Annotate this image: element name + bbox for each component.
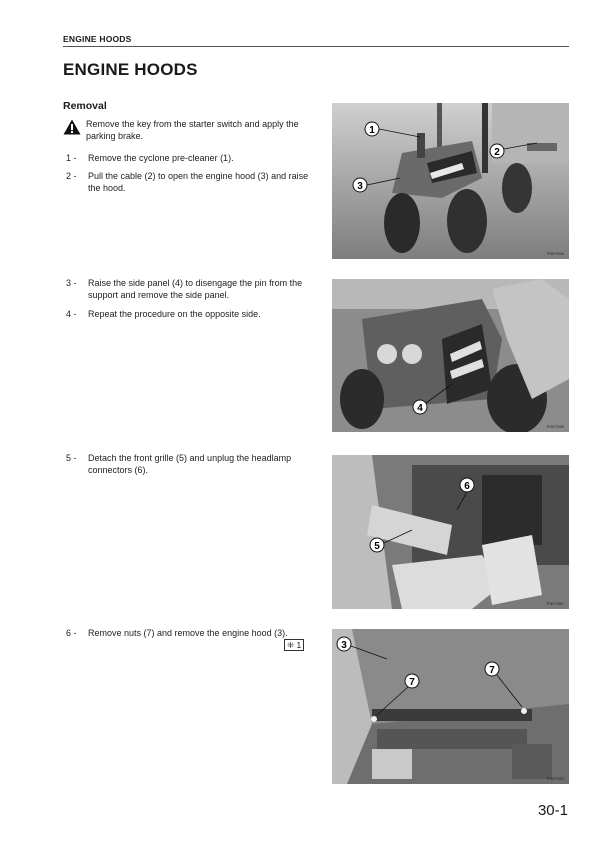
header-rule [63, 46, 569, 47]
reference-label: 1 [296, 640, 302, 650]
step-number: 1 - [66, 153, 77, 163]
step-number: 5 - [66, 453, 77, 463]
running-header: ENGINE HOODS [63, 34, 132, 44]
photo-callout: 2 [494, 147, 500, 158]
step-number: 6 - [66, 628, 77, 638]
photo-callout: 4 [417, 403, 423, 414]
step-text: Repeat the procedure on the opposite side. [88, 309, 261, 319]
step-number: 4 - [66, 309, 77, 319]
step-text: Remove the cyclone pre-cleaner (1). [88, 153, 234, 163]
photo-callout: 3 [357, 181, 363, 192]
photo-tractor-front [332, 103, 569, 259]
page-title: ENGINE HOODS [63, 60, 198, 79]
photo-front-grille [332, 455, 569, 609]
step-text: Raise the side panel (4) to disengage the pin from the support and remove the side panel. [88, 278, 303, 300]
step-number: 3 - [66, 278, 77, 288]
step-number: 2 - [66, 171, 77, 181]
step-text: Detach the front grille (5) and unplug the headlamp connectors (6). [88, 453, 292, 475]
warning-icon [63, 119, 81, 135]
photo-callout: 7 [409, 677, 415, 688]
photo-code: P30TS0B [546, 424, 564, 429]
step-text: Pull the cable (2) to open the engine hood (3) and raise the hood. [88, 171, 309, 193]
photo-callout: 7 [489, 665, 495, 676]
photo-side-panel [332, 279, 569, 432]
photo-code: P30TS0D [546, 776, 564, 781]
photo-code: P30TS0A [546, 251, 564, 256]
warning-text: Remove the key from the starter switch and apply the parking brake. [86, 119, 299, 141]
photo-code: P30TS0C [546, 601, 564, 606]
step-text: Remove nuts (7) and remove the engine hood (3). [88, 628, 288, 638]
reference-box [284, 639, 304, 651]
reference-icon: ⁜ [287, 640, 295, 650]
section-heading: Removal [63, 100, 107, 112]
page-number: 30-1 [537, 802, 568, 819]
photo-callout: 1 [369, 125, 375, 136]
photo-callout: 3 [341, 640, 347, 651]
photo-callout: 6 [464, 481, 470, 492]
photo-callout: 5 [374, 541, 380, 552]
photo-hood-nuts [332, 629, 569, 784]
